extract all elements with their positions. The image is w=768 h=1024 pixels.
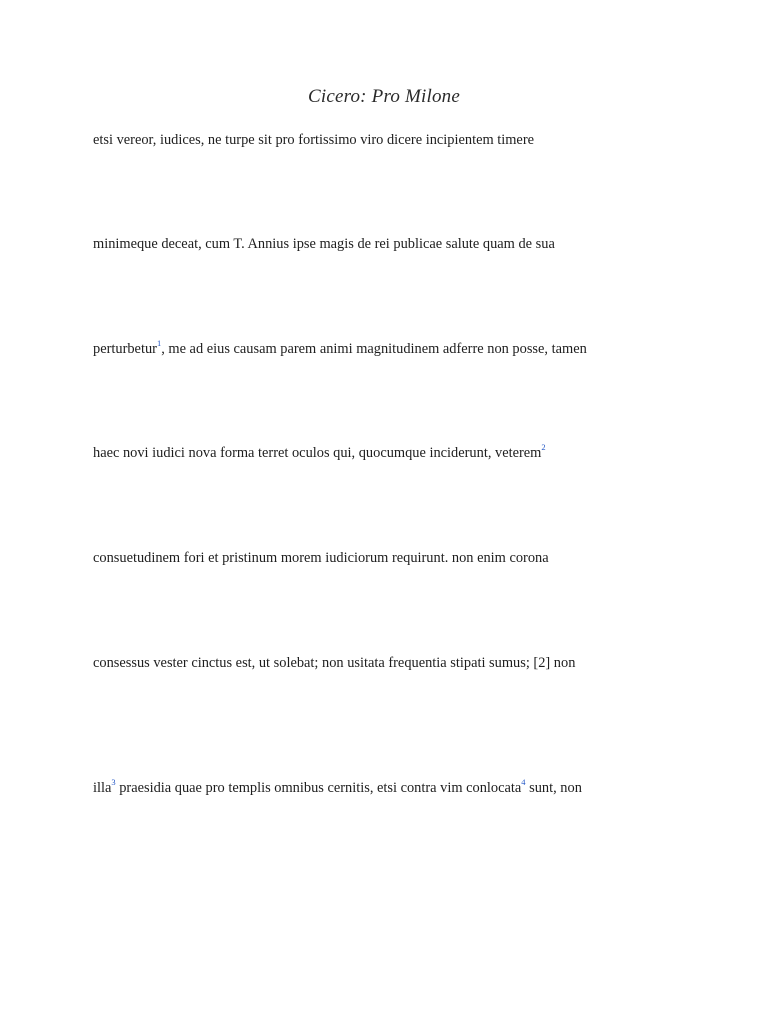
footnote-marker-3[interactable]: 3 xyxy=(111,777,116,788)
text-line xyxy=(93,654,575,672)
text-line xyxy=(93,444,546,462)
footnote-marker-1[interactable]: 1 xyxy=(156,338,162,349)
line-text: minimeque deceat, cum T. Annius ipse magis de rei publicae salute quam de sua xyxy=(93,236,555,252)
text-line xyxy=(93,549,549,567)
text-line xyxy=(93,131,534,149)
line-text: etsi vereor, iudices, ne turpe sit pro fortissimo viro dicere incipientem timere xyxy=(93,132,535,148)
text-line xyxy=(93,779,582,797)
line-text: consuetudinem fori et pristinum morem iudiciorum requirunt. non enim corona xyxy=(93,550,549,566)
footnote-marker-2[interactable]: 2 xyxy=(541,442,546,453)
document-title: Cicero: Pro Milone xyxy=(307,86,461,107)
text-line xyxy=(93,235,555,253)
line-text: perturbetur xyxy=(93,341,157,357)
footnote-marker-4[interactable]: 4 xyxy=(521,777,526,788)
line-text: illa xyxy=(93,780,112,796)
line-text: , me ad eius causam parem animi magnitudinem adferre non posse, tamen xyxy=(161,341,587,357)
text-line xyxy=(93,340,587,358)
line-text: haec novi iudici nova forma terret oculos qui, quocumque inciderunt, veterem xyxy=(93,445,542,461)
line-text: praesidia quae pro templis omnibus cernitis, etsi contra vim conlocata xyxy=(115,780,522,796)
line-text: sunt, non xyxy=(525,780,582,796)
line-text: consessus vester cinctus est, ut solebat; non usitata frequentia stipati sumus; [2] non xyxy=(93,655,576,671)
